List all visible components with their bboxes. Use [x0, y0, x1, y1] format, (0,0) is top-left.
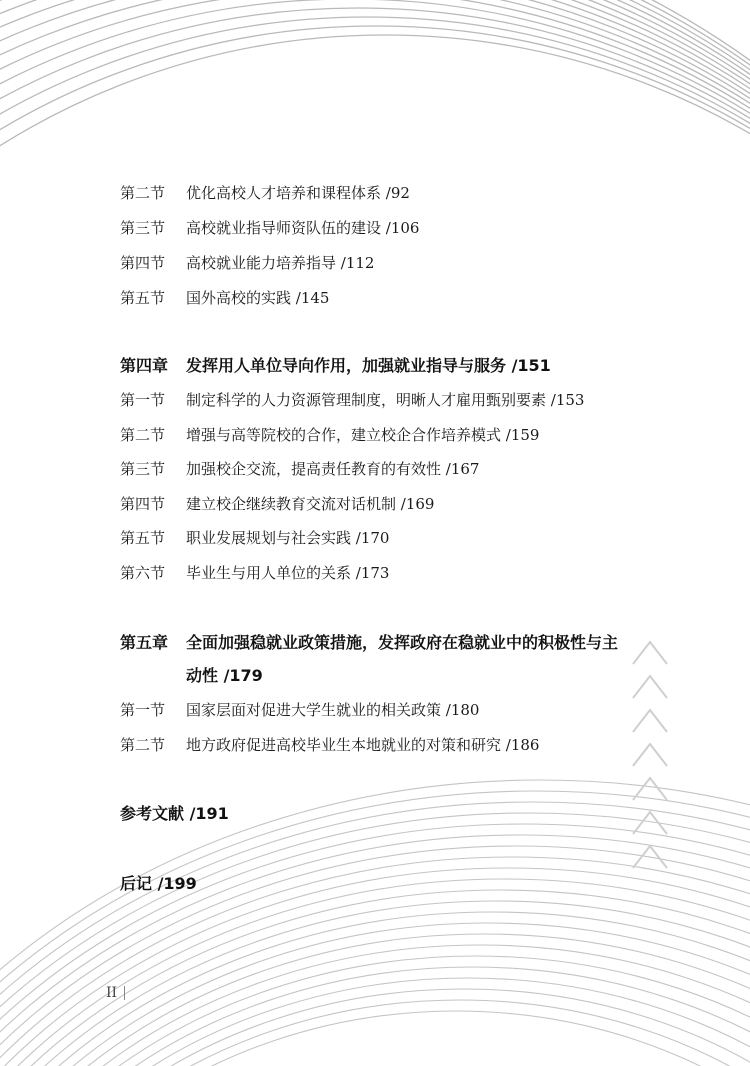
page-number-divider: [124, 986, 125, 1000]
toc-chapter-heading[interactable]: [120, 355, 551, 377]
section-title: 国外高校的实践 /145: [186, 289, 330, 307]
chapter-number: 第四章: [120, 356, 169, 375]
toc-entry[interactable]: [120, 183, 410, 203]
section-number: 第四节: [120, 254, 166, 272]
chapter-number: 第五章: [120, 633, 169, 652]
toc-entry[interactable]: [120, 288, 329, 308]
toc-entry[interactable]: [120, 563, 389, 583]
toc-entry[interactable]: [120, 700, 479, 720]
section-title: 建立校企继续教育交流对话机制 /169: [186, 495, 435, 513]
toc-entry[interactable]: [120, 459, 479, 479]
section-title: 高校就业能力培养指导 /112: [186, 254, 375, 272]
section-title: 职业发展规划与社会实践 /170: [186, 529, 390, 547]
chapter-title: 发挥用人单位导向作用，加强就业指导与服务 /151: [186, 356, 551, 375]
toc-afterword[interactable]: 后记 /199: [120, 874, 197, 893]
chapter-title: 全面加强稳就业政策措施，发挥政府在稳就业中的积极性与主动性 /179: [186, 633, 619, 685]
toc-entry[interactable]: [120, 735, 539, 755]
section-number: 第二节: [120, 184, 166, 202]
section-number: 第二节: [120, 736, 166, 754]
section-title: 加强校企交流，提高责任教育的有效性 /167: [186, 460, 480, 478]
section-number: 第五节: [120, 289, 166, 307]
section-title: 毕业生与用人单位的关系 /173: [186, 564, 390, 582]
section-number: 第四节: [120, 495, 166, 513]
section-title: 优化高校人才培养和课程体系 /92: [186, 184, 410, 202]
section-title: 地方政府促进高校毕业生本地就业的对策和研究 /186: [186, 736, 540, 754]
toc-entry[interactable]: [120, 528, 389, 548]
toc-entry[interactable]: [120, 425, 539, 445]
toc-entry[interactable]: [120, 253, 374, 273]
section-number: 第一节: [120, 701, 166, 719]
section-title: 国家层面对促进大学生就业的相关政策 /180: [186, 701, 480, 719]
section-number: 第五节: [120, 529, 166, 547]
toc-entry[interactable]: [120, 390, 584, 410]
toc-entry[interactable]: [120, 494, 434, 514]
toc-chapter-heading[interactable]: [120, 626, 640, 692]
section-number: 第三节: [120, 219, 166, 237]
toc-entry[interactable]: [120, 218, 419, 238]
section-title: 制定科学的人力资源管理制度，明晰人才雇用甄别要素 /153: [186, 391, 585, 409]
page-number: II: [106, 985, 118, 1001]
section-number: 第三节: [120, 460, 166, 478]
section-title: 增强与高等院校的合作，建立校企合作培养模式 /159: [186, 426, 540, 444]
section-number: 第一节: [120, 391, 166, 409]
toc-references[interactable]: 参考文献 /191: [120, 804, 229, 823]
section-title: 高校就业指导师资队伍的建设 /106: [186, 219, 420, 237]
section-number: 第六节: [120, 564, 166, 582]
section-number: 第二节: [120, 426, 166, 444]
